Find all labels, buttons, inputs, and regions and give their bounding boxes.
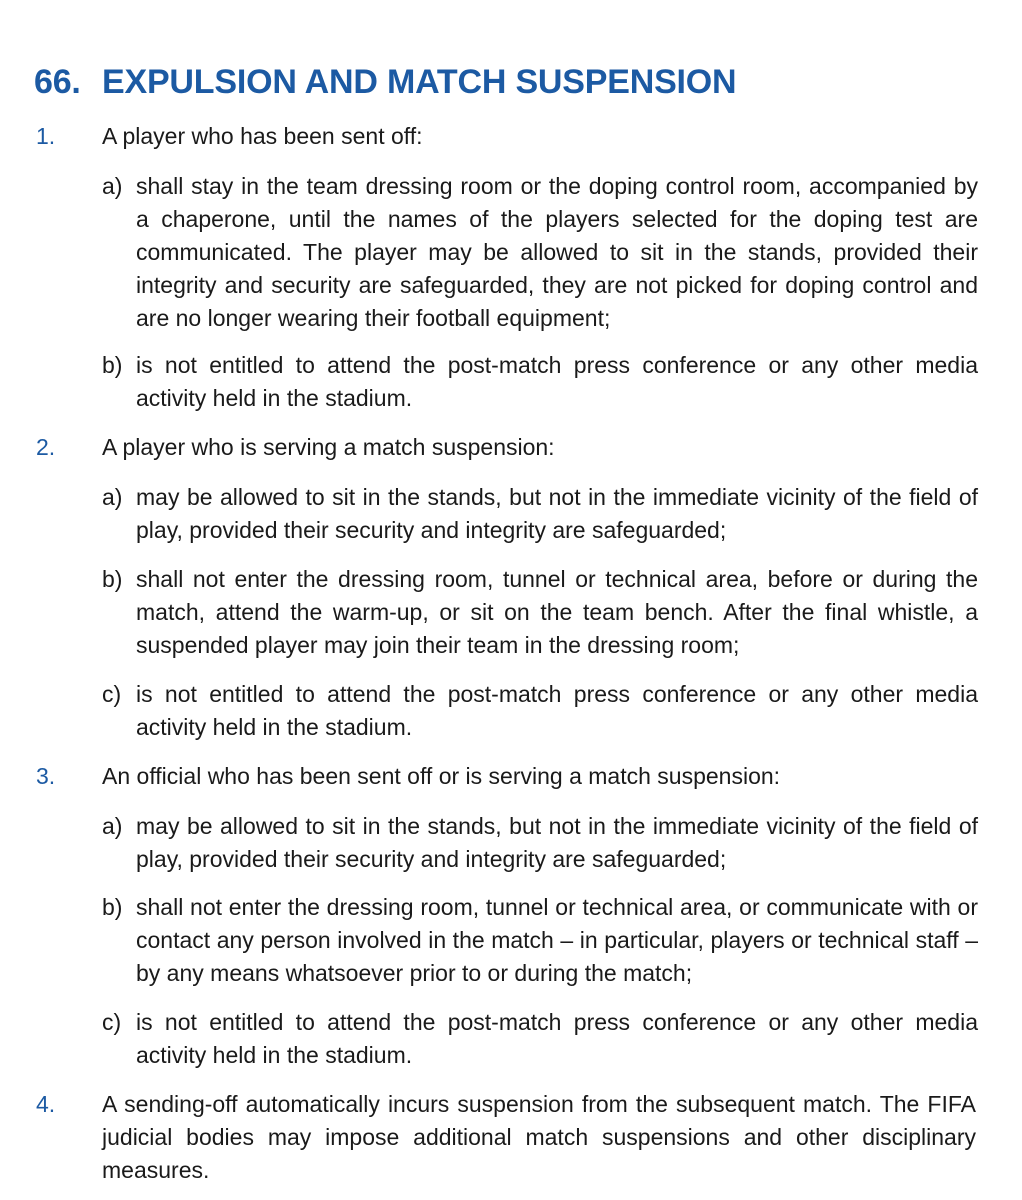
item-text: A player who has been sent off: <box>102 123 423 149</box>
sub-item-text: is not entitled to attend the post-match press conference or any other media activity held in the stadium. <box>136 1009 978 1068</box>
sub-item-text: may be allowed to sit in the stands, but not in the immediate vicinity of the field of play, provided their security and integrity are safeguarded; <box>136 813 978 872</box>
item-text: A player who is serving a match suspension: <box>102 434 555 460</box>
article-title: EXPULSION AND MATCH SUSPENSION <box>102 63 737 101</box>
sub-item-letter: a) <box>102 173 123 199</box>
item-number: 2. <box>36 434 56 460</box>
item-number: 3. <box>36 763 56 789</box>
sub-item-text: may be allowed to sit in the stands, but not in the immediate vicinity of the field of play, provided their security and integrity are safeguarded; <box>136 484 978 543</box>
sub-item-letter: c) <box>102 1009 122 1035</box>
sub-item-letter: a) <box>102 484 123 510</box>
item-text: An official who has been sent off or is serving a match suspension: <box>102 763 781 789</box>
sub-item-letter: b) <box>102 566 123 592</box>
sub-item-letter: c) <box>102 681 122 707</box>
sub-item-text: shall not enter the dressing room, tunnel or technical area, before or during the match, attend the warm-up, or sit on the team bench. After the final whistle, a suspended player may join their team in the dressing room; <box>136 566 978 658</box>
item-number: 1. <box>36 123 56 149</box>
sub-item-letter: b) <box>102 352 123 378</box>
sub-item-text: is not entitled to attend the post-match press conference or any other media activity held in the stadium. <box>136 352 978 411</box>
sub-item-text: is not entitled to attend the post-match press conference or any other media activity held in the stadium. <box>136 681 978 740</box>
item-text: A sending-off automatically incurs suspension from the subsequent match. The FIFA judicial bodies may impose additional match suspensions and other disciplinary measures. <box>102 1091 976 1183</box>
sub-item-text: shall not enter the dressing room, tunnel or technical area, or communicate with or contact any person involved in the match – in particular, players or technical staff – by any means whatsoever prior to or during the match; <box>136 894 978 986</box>
article-heading <box>34 60 736 104</box>
item-number: 4. <box>36 1091 56 1117</box>
sub-item-letter: b) <box>102 894 123 920</box>
sub-item-letter: a) <box>102 813 123 839</box>
article-number: 66. <box>34 63 81 101</box>
sub-item-text: shall stay in the team dressing room or the doping control room, accompanied by a chaperone, until the names of the players selected for the doping test are communicated. The player may be allowed to sit in the stands, provided their integrity and security are safeguarded, they are not picked for doping control and are no longer wearing their football equipment; <box>136 173 978 331</box>
